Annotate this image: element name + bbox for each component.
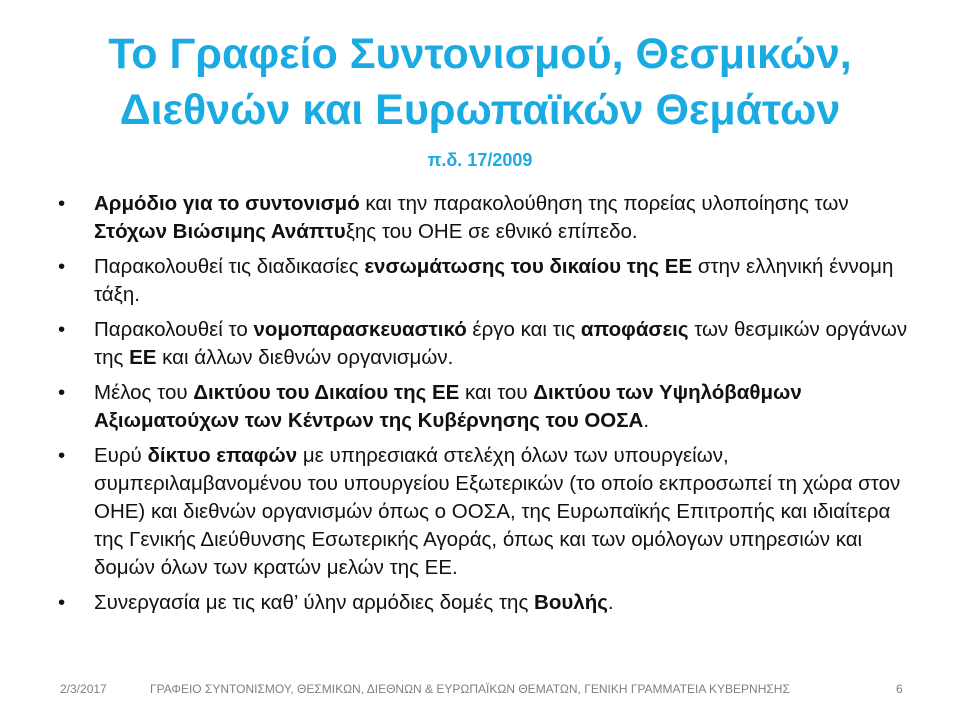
bullet-text-bold: νομοπαρασκευαστικό — [253, 318, 467, 341]
bullet-text: Ευρύ — [94, 444, 148, 467]
bullet-text: Παρακολουθεί τις διαδικασίες — [94, 255, 365, 278]
bullet-text: και του — [459, 381, 534, 404]
bullet-text: . — [607, 591, 614, 614]
bullet-item — [58, 442, 918, 582]
bullet-text: στην ελληνική έννομη τάξη. — [94, 255, 894, 306]
bullet-text: και άλλων διεθνών οργανισμών. — [156, 346, 454, 369]
title-line-2: Διεθνών και Ευρωπαϊκών Θεμάτων — [119, 86, 841, 134]
title-line-1: Το Γραφείο Συντονισμού, Θεσμικών, — [108, 30, 852, 78]
bullet-icon: • — [58, 444, 66, 467]
bullet-text: έργο και τις — [466, 318, 581, 341]
bullet-item — [58, 379, 918, 435]
bullet-item — [58, 316, 918, 372]
bullet-text-bold: αποφάσεις — [580, 318, 689, 341]
bullet-icon: • — [58, 591, 66, 614]
bullet-text-bold: Δικτύου του Δικαίου της ΕΕ — [193, 381, 460, 404]
bullet-text-bold: Δικτύου των Υψηλόβαθμων Αξιωματούχων των Κέντρων της Κυβέρνησης του ΟΟΣΑ — [94, 381, 802, 432]
bullet-text: με υπηρεσιακά στελέχη όλων των υπουργείων, συμπεριλαμβανομένου του υπουργείου Εξωτερικών (το οποίο εκπροσωπεί τη χώρα στον ΟΗΕ) και διεθνών οργανισμών όπως ο ΟΟΣΑ, της Ευρωπαϊκής Επιτροπής και ιδιαίτερα της Γενικής Διεύθυνσης Εσωτερικής Αγοράς, όπως και των ομόλογων υπηρεσιών και δομών όλων των κρατών μελών της ΕΕ. — [94, 444, 901, 579]
bullet-text: Μέλος του — [94, 381, 194, 404]
bullet-text: των θεσμικών οργάνων της — [94, 318, 908, 369]
bullet-text-bold: Αρμόδιο για το συντονισμό — [94, 192, 360, 215]
bullet-list — [58, 190, 918, 624]
slide-subtitle: π.δ. 17/2009 — [427, 150, 533, 170]
bullet-item — [58, 253, 918, 309]
bullet-text: Συνεργασία με τις καθ’ ύλην αρμόδιες δομές της — [94, 591, 535, 614]
bullet-text-bold: δίκτυο επαφών — [147, 444, 298, 467]
page-number: 6 — [896, 682, 903, 696]
bullet-icon: • — [58, 255, 66, 278]
bullet-icon: • — [58, 318, 66, 341]
bullet-text: Παρακολουθεί το — [94, 318, 254, 341]
slide-title — [40, 26, 920, 138]
bullet-icon: • — [58, 192, 66, 215]
bullet-text: και την παρακολούθηση της πορείας υλοποίησης των — [359, 192, 849, 215]
bullet-icon: • — [58, 381, 66, 404]
bullet-text-bold: Βουλής — [534, 591, 608, 614]
bullet-text-bold: ενσωμάτωσης του δικαίου της ΕΕ — [364, 255, 693, 278]
bullet-item — [58, 589, 918, 617]
bullet-item — [58, 190, 918, 246]
bullet-text: . — [643, 409, 650, 432]
bullet-text: ξης του ΟΗΕ σε εθνικό επίπεδο. — [345, 220, 638, 243]
bullet-text-bold: ΕΕ — [129, 346, 157, 369]
footer-date: 2/3/2017 — [60, 682, 107, 696]
footer-text: ΓΡΑΦΕΙΟ ΣΥΝΤΟΝΙΣΜΟΥ, ΘΕΣΜΙΚΩΝ, ΔΙΕΘΝΩΝ & ΕΥΡΩΠΑΪΚΩΝ ΘΕΜΑΤΩΝ, ΓΕΝΙΚΗ ΓΡΑΜΜΑΤΕΙΑ ΚΥΒΕΡΝΗΣΗΣ — [150, 682, 790, 696]
bullet-text-bold: Στόχων Βιώσιμης Ανάπτυ — [94, 220, 346, 243]
